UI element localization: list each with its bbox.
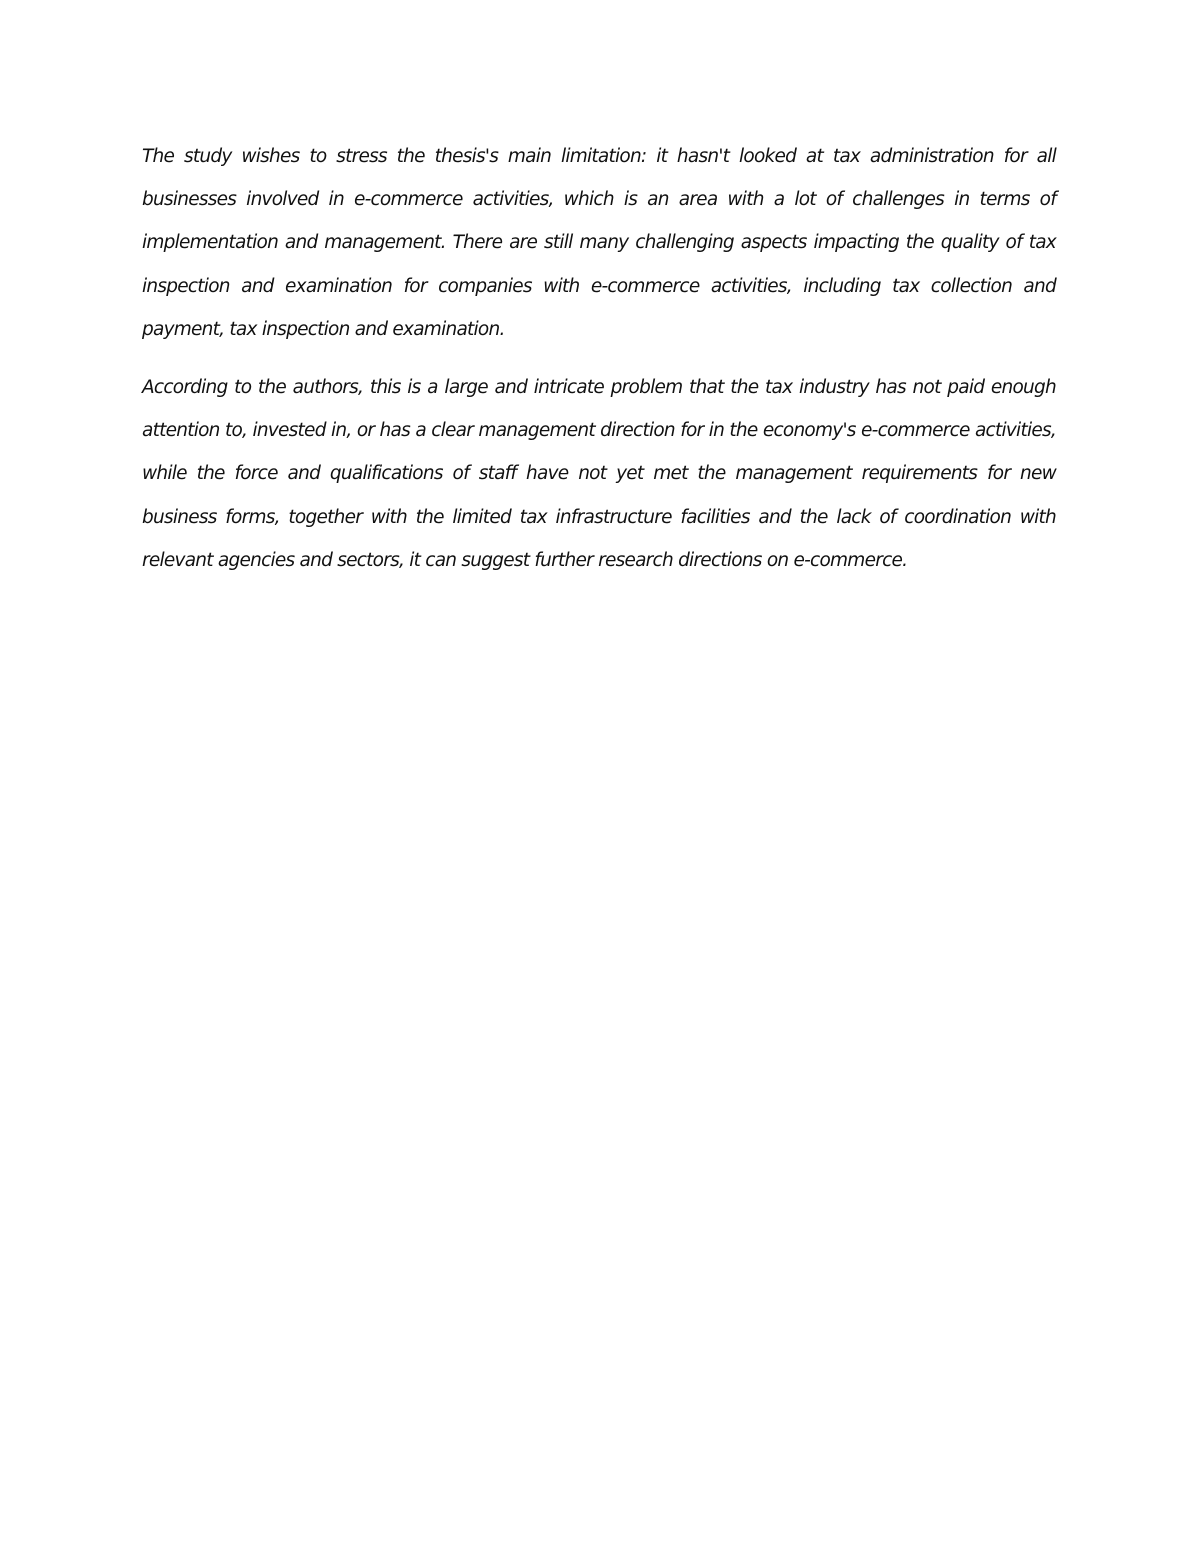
paragraph-authors-view: According to the authors, this is a large and intricate problem that the tax industry has not paid enough attention to, invested in, or has a clear management direction for in the economy's e-commerce activities, while the force and qualifications of staff have not yet met the management requirements for new business forms, together with the limited tax infrastructure facilities and the lack of coordination with relevant agencies and sectors, it can suggest further research directions on e-commerce. (142, 377, 1056, 571)
body-text (142, 135, 1056, 597)
paragraph-limitation: The study wishes to stress the thesis's main limitation: it hasn't looked at tax administration for all businesses involved in e-commerce activities, which is an area with a lot of challenges in terms of implementation and management. There are still many challenging aspects impacting the quality of tax inspection and examination for companies with e-commerce activities, including tax collection and payment, tax inspection and examination. (142, 146, 1056, 340)
